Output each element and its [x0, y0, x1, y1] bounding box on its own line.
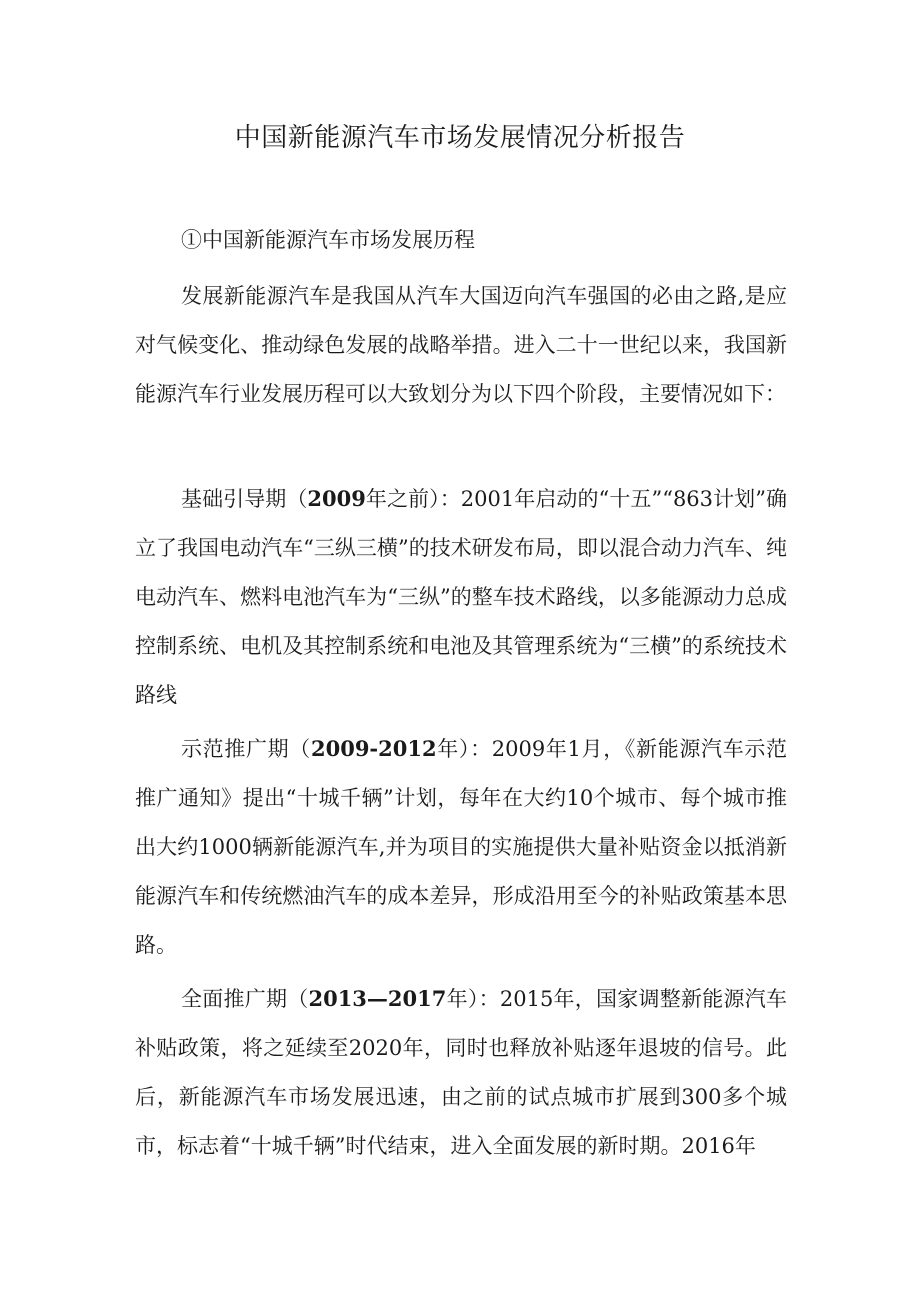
stage-year: 2009 — [307, 486, 366, 511]
paragraph-intro — [135, 272, 787, 419]
stage-year: 2013—2017 — [308, 986, 447, 1011]
stage-description: 2009年1月，《新能源汽车示范推广通知》提出“十城千辆”计划，每年在大约10个城市、每个城市推出大约1000辆新能源汽车,并为项目的实施提供大量补贴资金以抵消新能源汽车和传统燃油汽车的成本差异，形成沿用至今的补贴政策基本思路。 — [135, 737, 788, 957]
stage-label-rest: 年）： — [446, 987, 500, 1011]
paragraph-full-promotion-period — [135, 974, 787, 1171]
stage-description: 2015年，国家调整新能源汽车补贴政策，将之延续至2020年，同时也释放补贴逐年退坡的信号。此后，新能源汽车市场发展迅速，由之前的试点城市扩展到300多个城市，标志着“十城千辆”时代结束，进入全面发展的新时期。2016年 — [135, 987, 787, 1158]
stage-label: 全面推广期（ — [181, 987, 309, 1011]
paragraph-demonstration-period — [135, 724, 787, 970]
section-heading: ①中国新能源汽车市场发展历程 — [181, 228, 475, 252]
stage-label-rest: 年之前）： — [365, 487, 461, 511]
paragraph-intro-text: 发展新能源汽车是我国从汽车大国迈向汽车强国的必由之路,是应对气候变化、推动绿色发展的战略举措。进入二十一世纪以来，我国新能源汽车行业发展历程可以大致划分为以下四个阶段，主要情况如下： — [135, 284, 787, 406]
paragraph-demonstration-period-text — [135, 724, 787, 970]
stage-year: 2009-2012 — [310, 736, 437, 761]
stage-label-rest: 年）： — [436, 737, 492, 761]
paragraph-full-promotion-period-text — [135, 974, 787, 1171]
stage-description: 2001年启动的“十五”“863计划”确立了我国电动汽车“三纵三横”的技术研发布局，即以混合动力汽车、纯电动汽车、燃料电池汽车为“三纵”的整车技术路线，以多能源动力总成控制系统、电机及其控制系统和电池及其管理系统为“三横”的系统技术路线 — [135, 487, 788, 707]
stage-label: 基础引导期（ — [181, 487, 308, 511]
paragraph-foundation-period — [135, 474, 787, 720]
stage-label: 示范推广期（ — [181, 737, 311, 761]
document-title: 中国新能源汽车市场发展情况分析报告 — [234, 123, 686, 153]
paragraph-foundation-period-text — [135, 474, 787, 720]
